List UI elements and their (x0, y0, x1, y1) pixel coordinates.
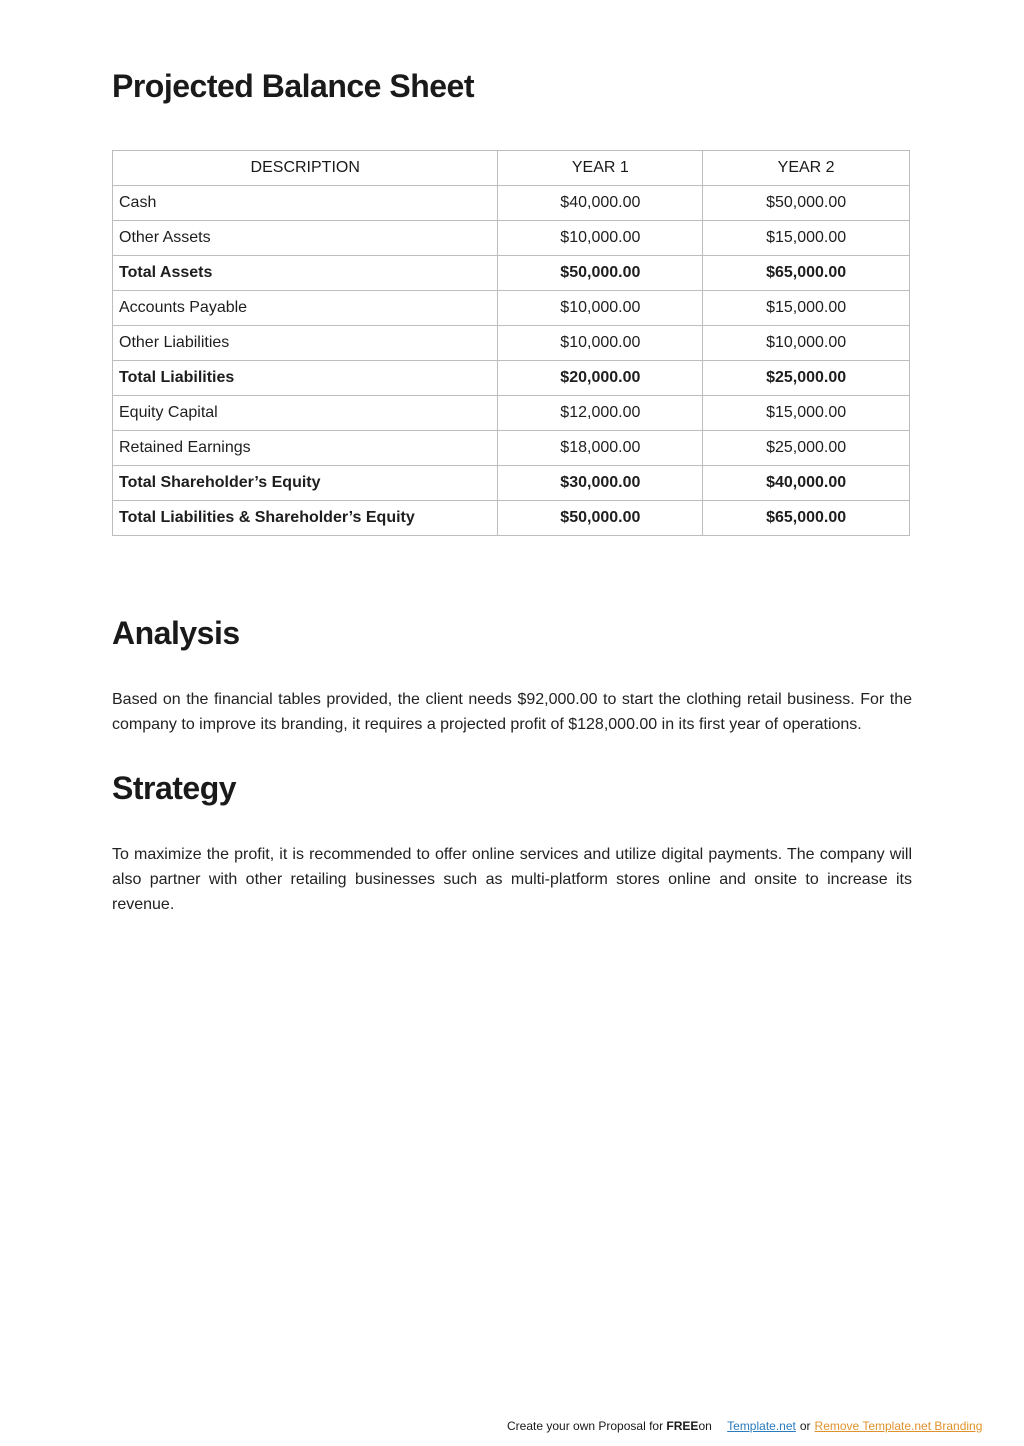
row-description: Accounts Payable (113, 291, 498, 326)
row-description: Other Assets (113, 221, 498, 256)
table-total-row (113, 361, 910, 396)
row-year-2: $25,000.00 (703, 431, 910, 466)
row-year-2: $15,000.00 (703, 396, 910, 431)
row-year-2: $65,000.00 (703, 501, 910, 536)
table-total-row (113, 501, 910, 536)
row-year-1: $30,000.00 (498, 466, 703, 501)
row-year-1: $12,000.00 (498, 396, 703, 431)
header-year-2: YEAR 2 (703, 151, 910, 186)
row-year-2: $15,000.00 (703, 291, 910, 326)
table-row (113, 326, 910, 361)
remove-branding-link[interactable]: Remove Template.net Branding (814, 1419, 983, 1433)
footer-or: or (799, 1419, 811, 1433)
row-description: Total Shareholder’s Equity (113, 466, 498, 501)
strategy-paragraph: To maximize the profit, it is recommended to offer online services and utilize digital payments. The company will also partner with other retailing businesses such as multi-platform stores online and onsite to increase its revenue. (112, 846, 912, 913)
table-row (113, 221, 910, 256)
table-header-row (113, 151, 910, 186)
row-description: Retained Earnings (113, 431, 498, 466)
row-year-1: $18,000.00 (498, 431, 703, 466)
branding-footer (507, 1419, 982, 1433)
row-year-2: $50,000.00 (703, 186, 910, 221)
header-description: DESCRIPTION (113, 151, 498, 186)
row-year-2: $65,000.00 (703, 256, 910, 291)
row-year-2: $10,000.00 (703, 326, 910, 361)
row-description: Cash (113, 186, 498, 221)
row-year-1: $10,000.00 (498, 221, 703, 256)
row-description: Total Liabilities (113, 361, 498, 396)
strategy-heading: Strategy (112, 770, 237, 806)
footer-text: Create your own Proposal for (507, 1419, 667, 1433)
footer-on: on (698, 1419, 712, 1433)
table-row (113, 396, 910, 431)
row-year-1: $50,000.00 (498, 256, 703, 291)
row-year-2: $40,000.00 (703, 466, 910, 501)
header-year-1: YEAR 1 (498, 151, 703, 186)
table-row (113, 186, 910, 221)
row-description: Total Assets (113, 256, 498, 291)
footer-free: FREE (666, 1419, 699, 1433)
balance-sheet-table (112, 150, 910, 536)
analysis-paragraph: Based on the financial tables provided, the client needs $92,000.00 to start the clothing retail business. For the company to improve its branding, it requires a projected profit of $128,000.00 in its first year of operations. (112, 691, 912, 733)
row-description: Equity Capital (113, 396, 498, 431)
row-year-1: $50,000.00 (498, 501, 703, 536)
row-year-2: $25,000.00 (703, 361, 910, 396)
table-total-row (113, 256, 910, 291)
row-description: Other Liabilities (113, 326, 498, 361)
row-year-1: $20,000.00 (498, 361, 703, 396)
table-total-row (113, 466, 910, 501)
row-year-1: $10,000.00 (498, 291, 703, 326)
page-title: Projected Balance Sheet (112, 68, 474, 104)
row-year-1: $40,000.00 (498, 186, 703, 221)
template-net-link[interactable]: Template.net (727, 1419, 796, 1433)
table-row (113, 431, 910, 466)
row-year-2: $15,000.00 (703, 221, 910, 256)
row-description: Total Liabilities & Shareholder’s Equity (113, 501, 498, 536)
row-year-1: $10,000.00 (498, 326, 703, 361)
analysis-heading: Analysis (112, 615, 240, 651)
table-row (113, 291, 910, 326)
